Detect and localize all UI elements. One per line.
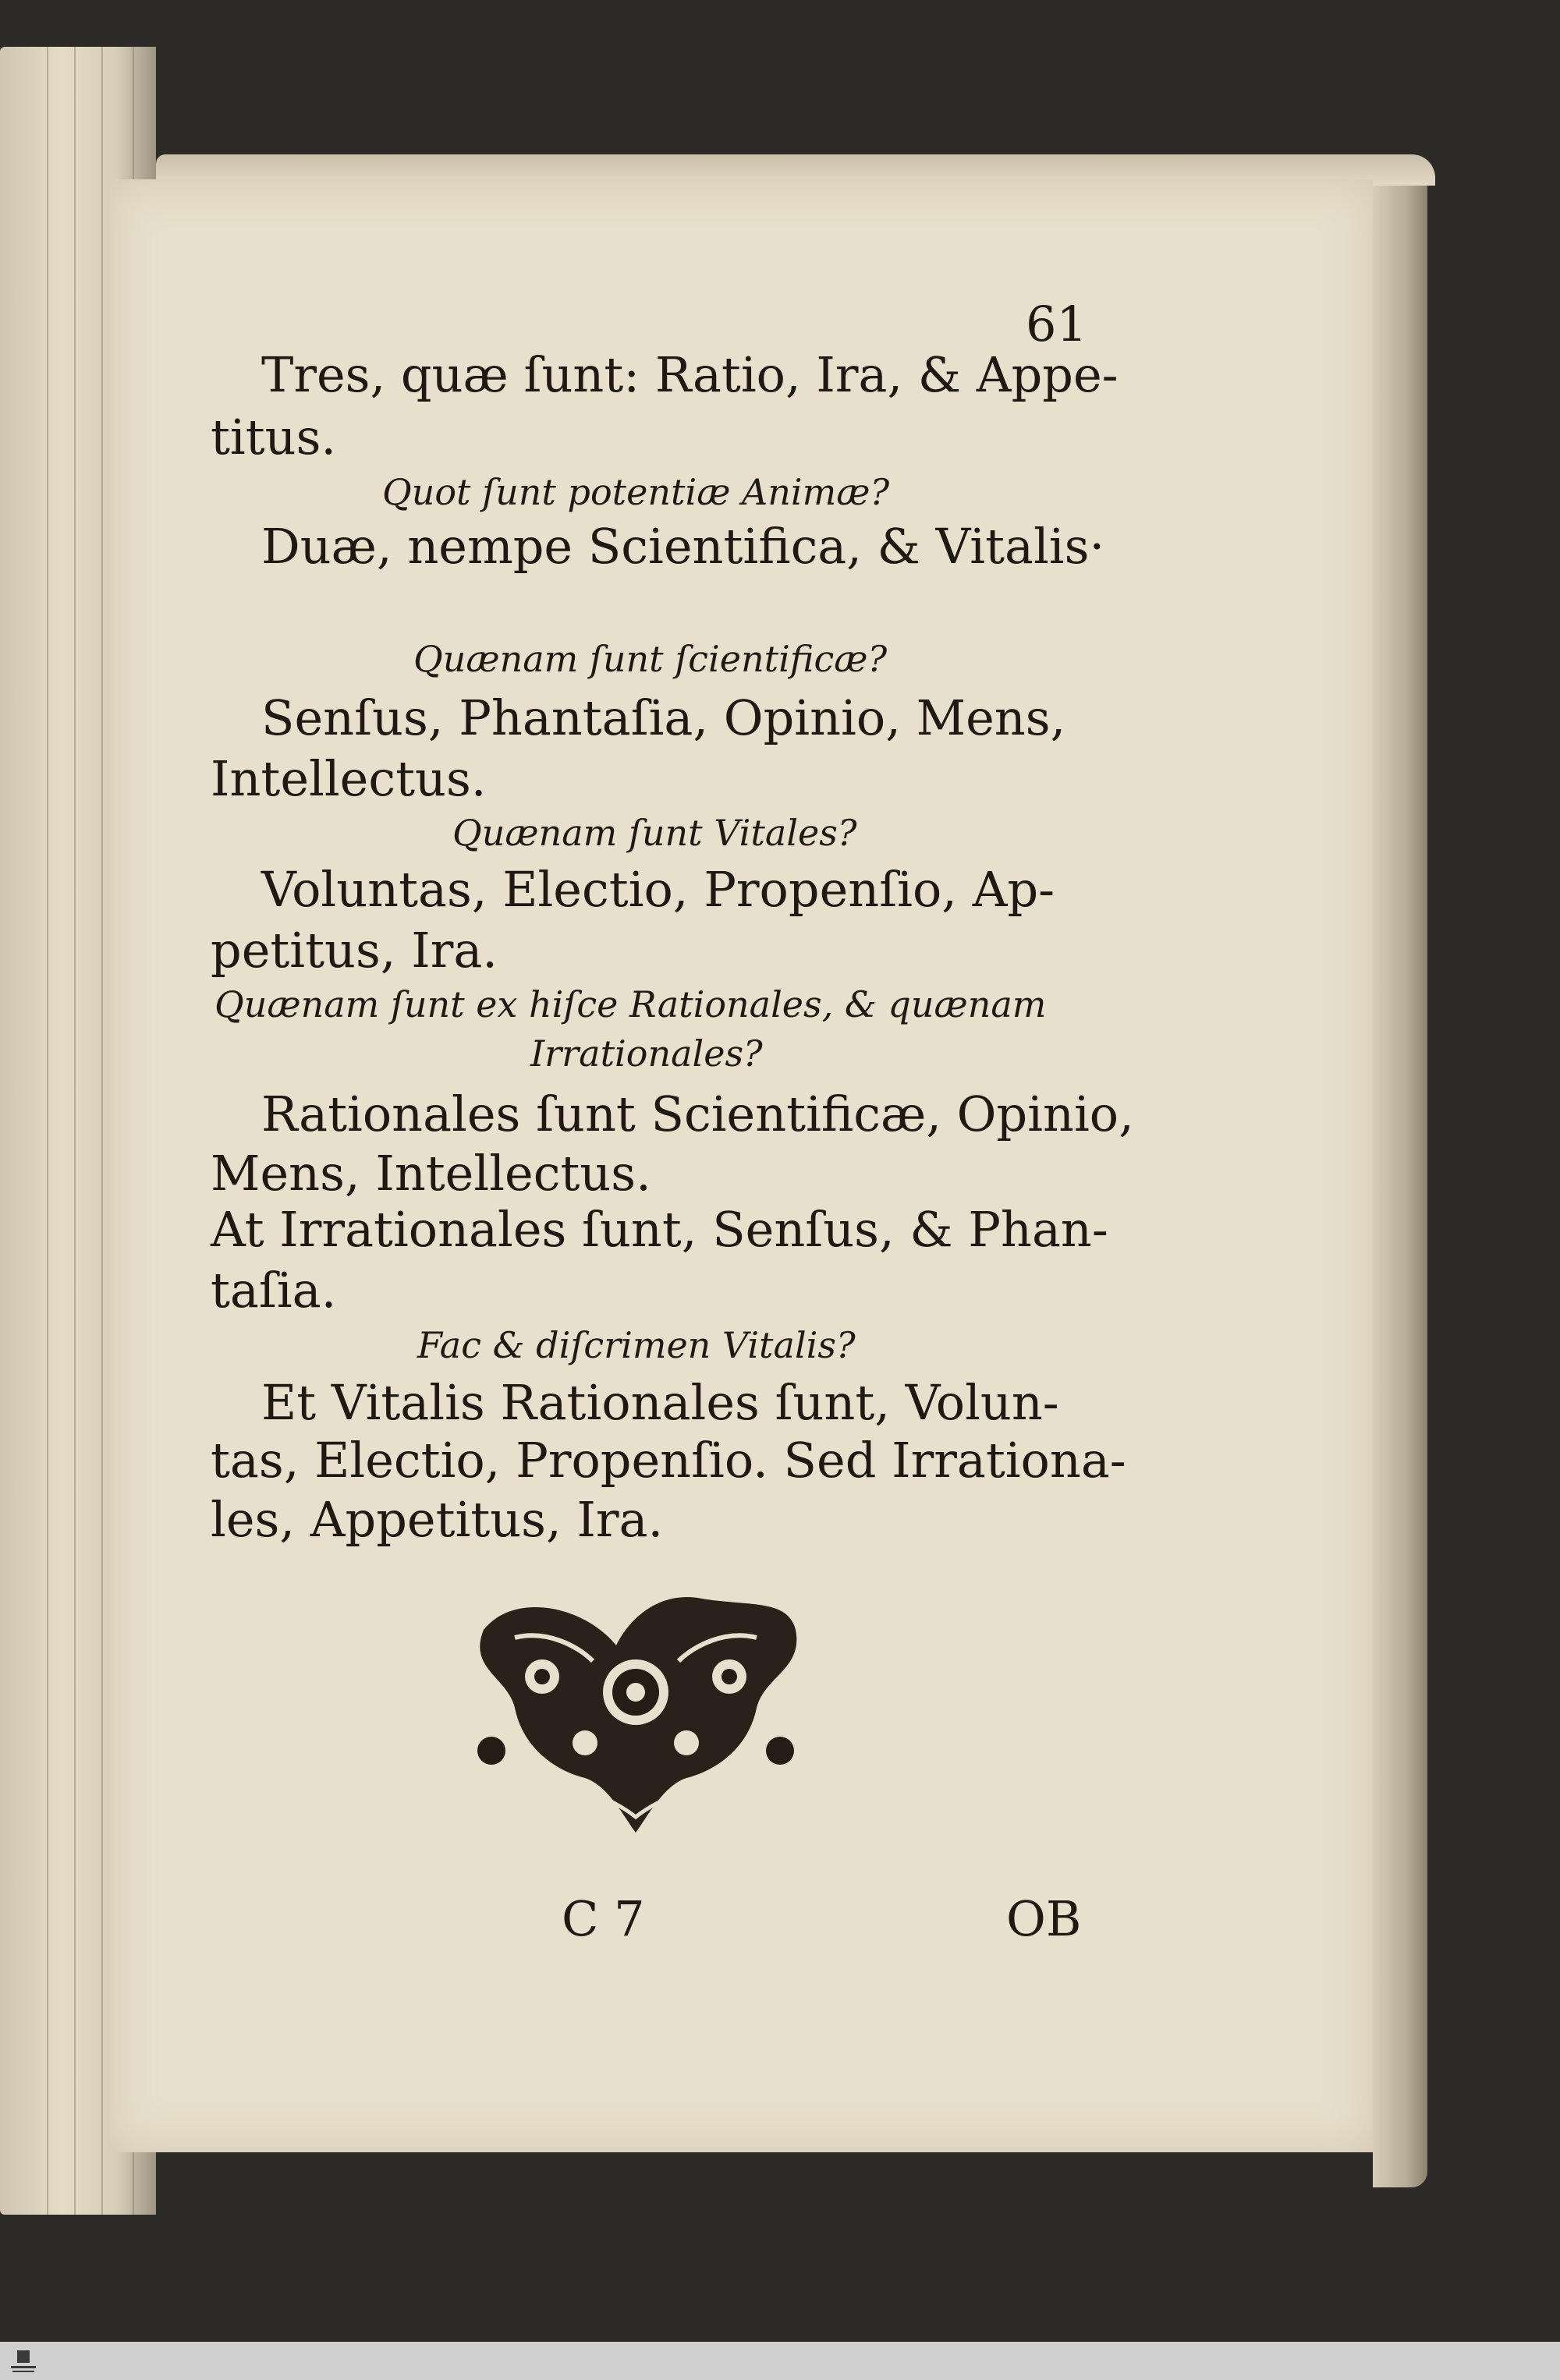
text-line: titus.	[211, 409, 337, 466]
text-line: petitus, Ira.	[211, 922, 498, 979]
question-line: Irrationales?	[530, 1032, 763, 1075]
question-line: Quænam ſunt ex hiſce Rationales, & quænam	[214, 983, 1047, 1025]
right-page-edge	[1373, 168, 1427, 2187]
question-line: Quænam ſunt ſcientificæ?	[413, 638, 888, 680]
text-line: Tres, quæ ſunt: Ratio, Ira, & Appe-	[261, 346, 1119, 403]
text-line: les, Appetitus, Ira.	[211, 1491, 664, 1548]
question-line: Quænam ſunt Vitales?	[452, 812, 857, 854]
catchword: OB	[1006, 1890, 1082, 1947]
text-line: tas, Electio, Propenſio. Sed Irrationa-	[211, 1432, 1126, 1489]
text-line: Voluntas, Electio, Propenſio, Ap-	[261, 861, 1055, 918]
library-logo-icon	[8, 2347, 39, 2375]
text-line: Mens, Intellectus.	[211, 1145, 651, 1202]
question-line: Quot ſunt potentiæ Animæ?	[382, 471, 890, 513]
text-line: Senſus, Phantaſia, Opinio, Mens,	[261, 689, 1066, 746]
page-number: 61	[1026, 296, 1087, 352]
floral-tailpiece-icon	[468, 1583, 803, 1840]
page-edge-line	[47, 47, 48, 2215]
question-line: Fac & diſcrimen Vitalis?	[417, 1324, 856, 1366]
page-edge-line	[74, 47, 76, 2215]
page-edge-line	[101, 47, 103, 2215]
book-page	[109, 179, 1373, 2152]
text-line: Et Vitalis Rationales ſunt, Volun-	[261, 1374, 1059, 1431]
signature-mark: C 7	[562, 1890, 645, 1947]
text-line: Intellectus.	[211, 750, 487, 807]
text-line: taſia.	[211, 1262, 337, 1319]
text-line: At Irrationales ſunt, Senſus, & Phan-	[211, 1201, 1108, 1258]
text-line: Rationales ſunt Scientificæ, Opinio,	[261, 1086, 1134, 1142]
text-line: Duæ, nempe Scientifica, & Vitalis·	[261, 518, 1105, 575]
footer-bar	[0, 2342, 1560, 2380]
